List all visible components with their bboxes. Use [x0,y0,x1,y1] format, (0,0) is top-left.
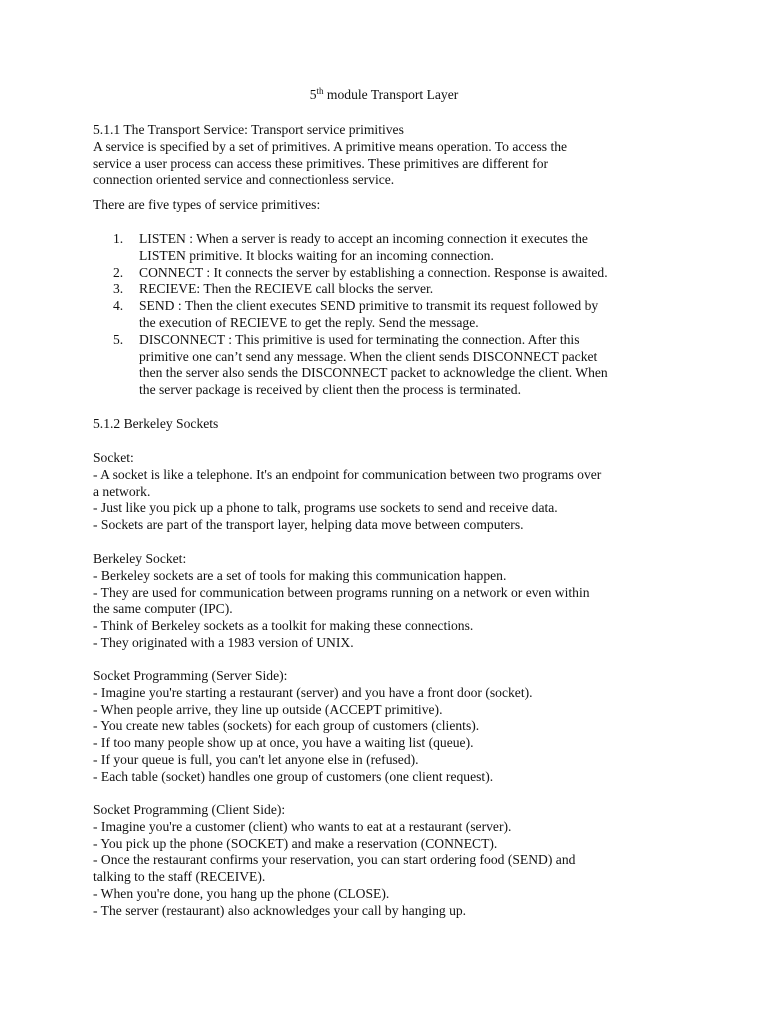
berkeley-socket-line: - Think of Berkeley sockets as a toolkit for making these connections. [93,618,474,634]
client-side-section [93,802,683,920]
list-item-line: primitive one can’t send any message. When the client sends DISCONNECT packet [139,348,598,364]
server-side-line: - Imagine you're starting a restaurant (server) and you have a front door (socket). [93,684,533,700]
list-item-line: SEND : Then the client executes SEND primitive to transmit its request followed by [139,298,599,314]
section-511-heading: 5.1.1 The Transport Service: Transport service primitives [93,122,404,137]
list-item-line: RECIEVE: Then the RECIEVE call blocks the server. [139,281,434,297]
list-item-number: 5 . [113,332,123,349]
server-side-line: - Each table (socket) handles one group of customers (one client request). [93,768,494,784]
server-side-line: - You create new tables (sockets) for each group of customers (clients). [93,718,480,734]
list-item [113,281,693,298]
paragraph-line: service a user process can access these primitives. These primitives are different for [93,155,549,171]
client-side-heading: Socket Programming (Client Side): [93,802,286,817]
berkeley-socket-section [93,551,683,652]
server-side-heading: Socket Programming (Server Side): [93,668,288,683]
socket-section [93,450,683,534]
berkeley-socket-line: the same computer (IPC). [93,601,233,617]
server-side-line: - When people arrive, they line up outside (ACCEPT primitive). [93,701,443,717]
list-item-number: 3 . [113,281,123,298]
socket-line: - Just like you pick up a phone to talk, programs use sockets to send and receive data. [93,500,558,516]
paragraph-line: connection oriented service and connectionless service. [93,172,395,188]
socket-line: a network. [93,483,151,499]
primitives-intro-text: There are five types of service primitives: [93,197,321,212]
list-item-line: the execution of RECIEVE to get the reply. Send the message. [139,314,479,330]
socket-heading: Socket: [93,450,134,465]
client-side-line: - You pick up the phone (SOCKET) and make a reservation (CONNECT). [93,835,498,851]
server-side-section [93,668,683,786]
title-rest: module Transport Layer [323,87,459,102]
list-item [113,265,693,282]
list-item-line: then the server also sends the DISCONNECT packet to acknowledge the client. When [139,365,608,381]
berkeley-socket-line: - They are used for communication between programs running on a network or even within [93,584,590,600]
list-item [113,231,693,265]
list-item [113,332,693,399]
primitives-list [113,231,693,399]
client-side-line: - When you're done, you hang up the phone (CLOSE). [93,885,390,901]
list-item-number: 2 . [113,265,123,282]
section-512-heading-block [93,416,683,433]
client-side-line: talking to the staff (RECEIVE). [93,869,266,885]
client-side-line: - Once the restaurant confirms your reservation, you can start ordering food (SEND) and [93,852,576,868]
berkeley-socket-heading: Berkeley Socket: [93,551,187,566]
berkeley-socket-line: - Berkeley sockets are a set of tools for making this communication happen. [93,567,507,583]
section-511 [93,122,683,189]
socket-line: - Sockets are part of the transport layer, helping data move between computers. [93,517,524,533]
title-superscript: th [316,86,324,96]
primitives-intro [93,197,683,214]
list-item-line: LISTEN : When a server is ready to accept an incoming connection it executes the [139,231,588,246]
list-item-number: 4 . [113,298,123,315]
list-item-line: CONNECT : It connects the server by establishing a connection. Response is awaited. [139,264,608,280]
title-prefix: 5 [309,87,317,102]
socket-line: - A socket is like a telephone. It's an endpoint for communication between two programs over [93,466,602,482]
paragraph-line: A service is specified by a set of primitives. A primitive means operation. To access the [93,138,568,154]
page-title [0,87,768,104]
section-512-heading: 5.1.2 Berkeley Sockets [93,416,219,431]
server-side-line: - If your queue is full, you can't let anyone else in (refused). [93,751,419,767]
client-side-line: - Imagine you're a customer (client) who wants to eat at a restaurant (server). [93,818,512,834]
list-item-line: the server package is received by client then the process is terminated. [139,382,521,398]
list-item-line: LISTEN primitive. It blocks waiting for an incoming connection. [139,247,494,263]
list-item [113,298,693,332]
client-side-line: - The server (restaurant) also acknowledges your call by hanging up. [93,902,467,918]
list-item-number: 1 . [113,231,123,248]
berkeley-socket-line: - They originated with a 1983 version of UNIX. [93,634,354,650]
list-item-line: DISCONNECT : This primitive is used for terminating the connection. After this [139,331,580,347]
server-side-line: - If too many people show up at once, you have a waiting list (queue). [93,735,474,751]
